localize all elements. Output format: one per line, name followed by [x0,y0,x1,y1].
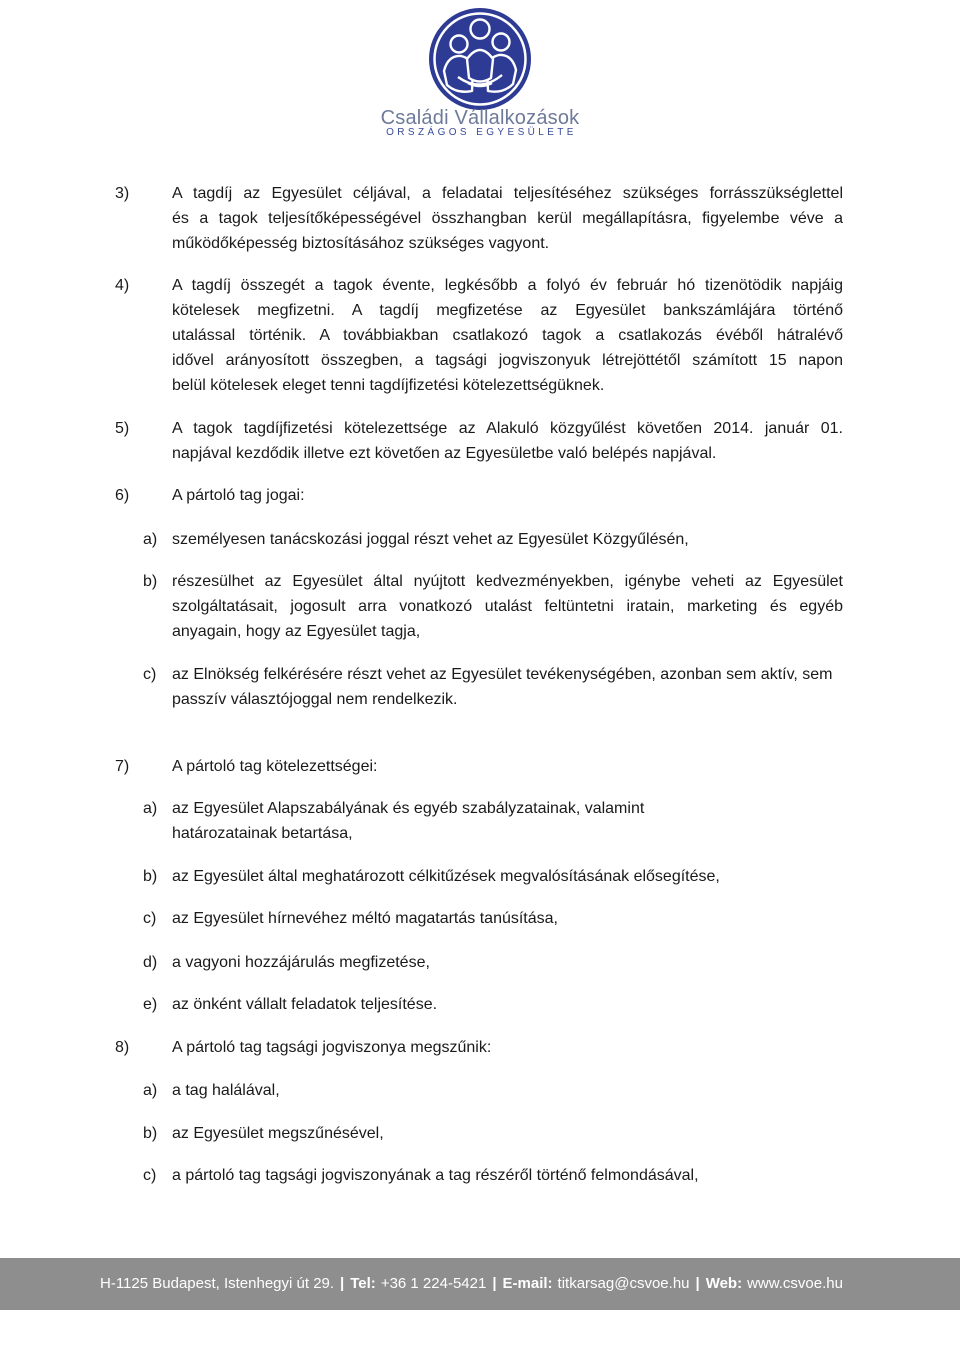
subitem-letter: a) [143,800,158,817]
footer-web-label: Web: [705,1275,743,1292]
subitem-letter: b) [143,1125,158,1142]
logo-subtitle: ORSZÁGOS EGYESÜLETE [386,127,577,138]
item-heading [172,1035,843,1060]
subitem-letter: c) [143,1167,157,1184]
footer-tel-label: Tel: [350,1275,376,1292]
text-line: passzív választójoggal nem rendelkezik. [172,691,458,708]
footer-bar [0,1258,960,1310]
text-line: személyesen tanácskozási joggal részt vehet az Egyesület Közgyűlésén, [172,531,689,548]
subitem-text [172,992,843,1017]
item-number: 3) [115,185,130,202]
subitem-letter: c) [143,666,157,683]
footer-web: www.csvoe.hu [747,1275,843,1292]
item-text [172,273,843,398]
subitem-text [172,527,843,552]
text-line: belül kötelesek eleget tenni tagdíjfizetési kötelezettségüknek. [172,377,605,394]
text-line: a vagyoni hozzájárulás megfizetése, [172,954,430,971]
subitem-letter: a) [143,1082,158,1099]
text-line: a pártoló tag tagsági jogviszonyának a tag részéről történő felmondásával, [172,1167,699,1184]
text-line: részesülhet az Egyesület által nyújtott kedvezményekben, igénybe veheti az Egyesület [172,573,843,590]
subitem-text [172,569,843,644]
text-line: a tag halálával, [172,1082,280,1099]
item-number: 8) [115,1039,130,1056]
item-number: 7) [115,758,130,775]
footer-separator: | [695,1275,700,1292]
text-line: anyagain, hogy az Egyesület tagja, [172,623,421,640]
item-number: 5) [115,420,130,437]
subitem-text [172,864,843,889]
subitem-text [172,1078,843,1103]
text-line: A pártoló tag kötelezettségei: [172,758,378,775]
text-line: A pártoló tag jogai: [172,487,305,504]
text-line: és a tagok teljesítőképességével összhangban kerül megállapításra, figyelembe véve a [172,210,843,227]
text-line: A tagok tagdíjfizetési kötelezettsége az Alakuló közgyűlést követően 2014. január 01. [172,420,843,437]
item-text [172,416,843,466]
subitem-text [172,1163,843,1188]
item-text [172,181,843,256]
subitem-letter: c) [143,910,157,927]
footer-separator: | [492,1275,497,1292]
item-heading [172,483,843,508]
subitem-text [172,950,843,975]
text-line: határozatainak betartása, [172,825,353,842]
subitem-text [172,906,843,931]
footer-contact-line [100,1258,843,1310]
subitem-text [172,796,843,846]
footer-separator: | [340,1275,345,1292]
subitem-text [172,1121,843,1146]
logo-title: Családi Vállalkozások [380,107,580,129]
footer-tel: +36 1 224-5421 [380,1275,487,1292]
text-line: A pártoló tag tagsági jogviszonya megszűnik: [172,1039,492,1056]
footer-email: titkarsag@csvoe.hu [557,1275,690,1292]
item-heading [172,754,843,779]
text-line: az Egyesület megszűnésével, [172,1125,384,1142]
text-line: kötelesek megfizetni. A tagdíj megfizetése az Egyesület bankszámlájára történő [172,302,843,319]
text-line: napjával kezdődik illetve ezt követően az Egyesületbe való belépés napjával. [172,445,717,462]
text-line: A tagdíj az Egyesület céljával, a feladatai teljesítéséhez szükséges forrásszükséglettel [172,185,843,202]
subitem-letter: a) [143,531,158,548]
subitem-letter: b) [143,868,158,885]
text-line: az Egyesület hírnevéhez méltó magatartás tanúsítása, [172,910,558,927]
footer-address: H-1125 Budapest, Istenhegyi út 29. [100,1275,335,1292]
subitem-letter: e) [143,996,158,1013]
item-number: 4) [115,277,130,294]
text-line: idővel arányosított összegben, a tagsági jogviszonyuk létrejöttétől számított 15 napon [172,352,843,369]
text-line: az Elnökség felkérésére részt vehet az Egyesület tevékenységében, azonban sem aktív, sem [172,666,833,683]
text-line: az Egyesület Alapszabályának és egyéb szabályzatainak, valamint [172,800,645,817]
family-logo-icon [428,7,532,111]
text-line: az önként vállalt feladatok teljesítése. [172,996,438,1013]
text-line: működőképesség biztosításához szükséges vagyont. [172,235,550,252]
footer-email-label: E-mail: [502,1275,553,1292]
subitem-letter: b) [143,573,158,590]
text-line: szolgáltatásait, jogosult arra vonatkozó utalást feltüntetni iratain, marketing és egyéb [172,598,843,615]
text-line: utalással történik. A továbbiakban csatlakozó tagok a csatlakozás évéből hátralévő [172,327,843,344]
text-line: A tagdíj összegét a tagok évente, legkésőbb a folyó év február hó tizenötödik napjáig [172,277,843,294]
subitem-text [172,662,843,712]
subitem-letter: d) [143,954,158,971]
item-number: 6) [115,487,130,504]
text-line: az Egyesület által meghatározott célkitűzések megvalósításának elősegítése, [172,868,720,885]
